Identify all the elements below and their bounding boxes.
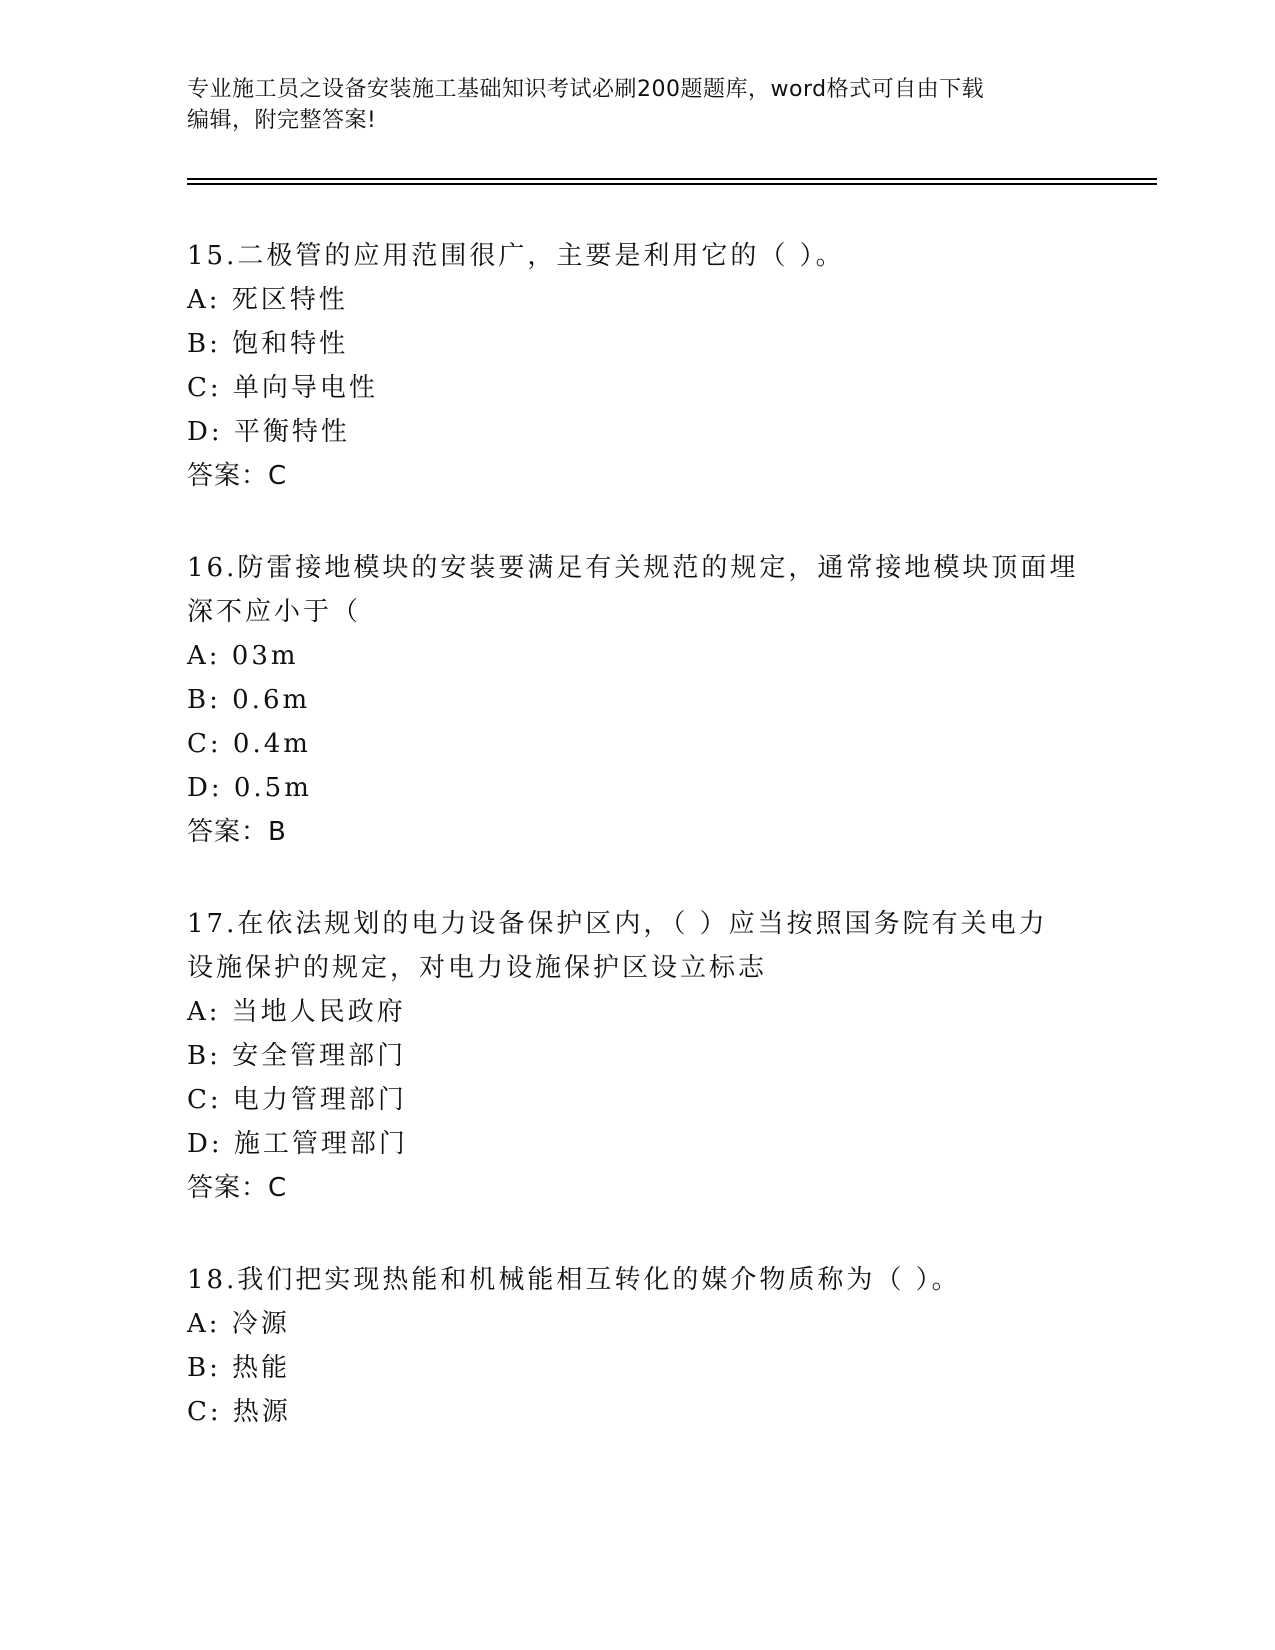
answer-label: 答案：C — [187, 461, 288, 491]
document-header — [187, 74, 1087, 136]
option-c: C: 单向导电性 — [187, 373, 378, 403]
option-c: C: 0.4m — [187, 729, 311, 759]
question-stem-continued: 深不应小于（ — [187, 597, 362, 627]
option-b: B: 安全管理部门 — [187, 1041, 407, 1071]
option-b: B: 热能 — [187, 1353, 291, 1383]
option-a: A: 死区特性 — [187, 285, 348, 315]
question-stem: 18.我们把实现热能和机械能相互转化的媒介物质称为（ ）。 — [187, 1265, 961, 1295]
option-d: D: 施工管理部门 — [187, 1129, 408, 1159]
question-stem: 16.防雷接地模块的安装要满足有关规范的规定，通常接地模块顶面埋 — [187, 553, 1079, 583]
option-a: A: 03m — [187, 641, 299, 671]
answer-label: 答案：C — [187, 1173, 288, 1203]
option-d: D: 0.5m — [187, 773, 312, 803]
option-a: A: 冷源 — [187, 1309, 290, 1339]
option-c: C: 电力管理部门 — [187, 1085, 407, 1115]
header-divider-top — [187, 178, 1157, 180]
question-stem: 15.二极管的应用范围很广，主要是利用它的（ ）。 — [187, 241, 845, 271]
option-c: C: 热源 — [187, 1397, 291, 1427]
option-a: A: 当地人民政府 — [187, 997, 406, 1027]
header-line-2: 编辑，附完整答案! — [187, 108, 377, 133]
question-stem: 17.在依法规划的电力设备保护区内，（ ）应当按照国务院有关电力 — [187, 909, 1048, 939]
header-divider-bottom — [187, 183, 1157, 185]
question-stem-continued: 设施保护的规定，对电力设施保护区设立标志 — [187, 953, 768, 983]
header-line-1: 专业施工员之设备安装施工基础知识考试必刷200题题库，word格式可自由下载 — [187, 77, 985, 102]
option-b: B: 0.6m — [187, 685, 311, 715]
option-b: B: 饱和特性 — [187, 329, 349, 359]
option-d: D: 平衡特性 — [187, 417, 350, 447]
answer-label: 答案：B — [187, 817, 287, 847]
